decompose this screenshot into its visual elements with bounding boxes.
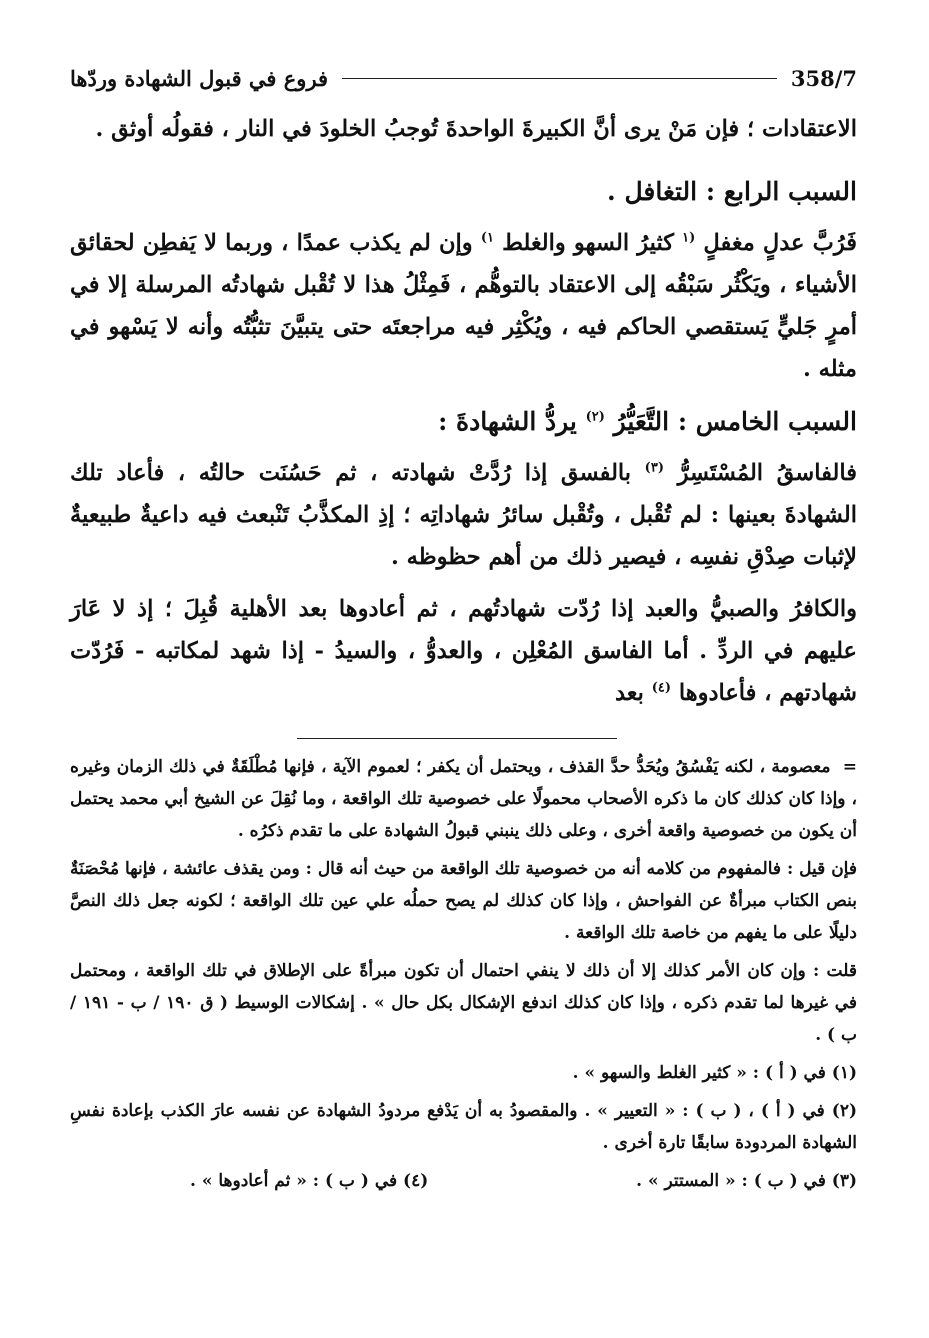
footnote-separator	[297, 738, 617, 739]
paragraph-1: الاعتقادات ؛ فإن مَنْ يرى أنَّ الكبيرةَ الواحدةَ تُوجبُ الخلودَ في النار ، فقولُه أوثق .	[95, 116, 857, 142]
footnote-continuation-1	[70, 751, 857, 847]
footnote-ref-1-close: ١)	[480, 230, 494, 246]
paragraph-4-part-b: بعد	[614, 680, 644, 706]
heading-reason-5	[70, 398, 857, 446]
footnote-ref-3: (٣)	[644, 460, 664, 476]
footnote-1: (١) في ( أ ) : « كثير الغلط والسهو » .	[572, 1063, 857, 1083]
header-rule	[342, 78, 777, 79]
footnote-2: (٢) في ( أ ) ، ( ب ) : « التعيير » . والمقصودُ به أن يَدْفع مردودُ الشهادة عن نفسه عارَ الكذب بإعادة نفسِ الشهادة المردودة سابقًا تارة أخرى .	[70, 1101, 857, 1153]
footnote-ref-1: (١	[682, 230, 696, 246]
heading-reason-4: السبب الرابع : التغافل .	[607, 177, 857, 206]
footnote-continuation-2: فإن قيل : فالمفهوم من كلامه أنه من خصوصية تلك الواقعة من حيث أنه قال : ومن يقذف عائشة ، فإنها مُحْصَنَةٌ بنص الكتاب مبرأةٌ عن الفواحش ، وإذا كان كذلك لم يصح حملُه علي عين تلك الواقعة ؛ لكونه جعل ذلك النصَّ دليلًا على ما يفهم من خاصة تلك الواقعة .	[70, 859, 857, 943]
footnotes	[70, 751, 857, 1197]
page-number: 358/7	[790, 65, 857, 91]
footnote-4: (٤) في ( ب ) : « ثم أعادوها » .	[190, 1171, 429, 1191]
footnote-continuation-1-text: معصومة ، لكنه يَفْسُقُ ويُحَدُّ حدَّ القذف ، ويحتمل أن يكفر ؛ لعموم الآية ، فإنها مُطْلَقَةٌ في ذلك الزمان وغيره ، وإذا كان كذلك كان ما ذكره الأصحاب محمولًا على خصوصية تلك الواقعة ، وما نُقِلَ عن الشيخ أبي محمد يحتمل أن يكون من خصوصية واقعة أخرى ، وعلى ذلك ينبني قبولُ الشهادة على ما تقدم ذكرُه .	[70, 757, 857, 841]
running-header	[70, 58, 857, 98]
main-text	[70, 108, 857, 714]
paragraph-3	[70, 452, 857, 578]
running-title: فروع في قبول الشهادة وردّها	[70, 65, 329, 91]
paragraph-3-part-b: بالفسق إذا رُدَّتْ شهادته ، ثم حَسُنَت حالتُه ، فأعاد تلك الشهادةَ بعينها : لم تُقْبل ، وتُقْبل سائرُ شهاداتِه ؛ إذِ المكذَّبُ تَنْبعث فيه داعيةٌ طبيعيةٌ لإثبات صِدْقِ نفسِه ، فيصير ذلك من أهم حظوظه .	[70, 460, 857, 570]
paragraph-2-part-c: وإن لم يكذب عمدًا ، وربما لا يَفطِن لحقائق الأشياء ، ويَكْثُر سَبْقُه إلى الاعتقاد بالتوهُّم ، فَمِثْلُ هذا لا تُقْبل شهادتُه المرسلة إلا في أمرٍ جَليٍّ يَستقصي الحاكم فيه ، ويُكْثِر فيه مراجعتَه حتى يتبيَّنَ تثبُّتُه وأنه لا يَسْهو في مثله .	[70, 230, 857, 382]
continuation-mark: =	[842, 757, 858, 777]
paragraph-2-part-b: كثيرُ السهو والغلط	[502, 230, 674, 256]
paragraph-4-part-a: والكافرُ والصبيُّ والعبد إذا رُدّت شهادتُهم ، ثم أعادوها بعد الأهلية قُبِلَ ؛ إذ لا عَارَ عليهم في الردِّ . أما الفاسق المُعْلِن ، والعدوُّ ، والسيدُ - إذا شهد لمكاتبه - فَرُدّت شهادتهم ، فأعادوها	[70, 596, 857, 706]
heading-reason-5-part-a: السبب الخامس : التَّعَيُّرُ	[613, 407, 857, 436]
paragraph-2	[70, 222, 857, 390]
footnote-ref-2: (٢)	[585, 409, 605, 425]
heading-reason-5-part-b: يردُّ الشهادةَ :	[438, 407, 577, 436]
paragraph-4	[70, 588, 857, 714]
footnote-row-3-4	[70, 1165, 857, 1197]
footnote-ref-4: (٤)	[651, 680, 672, 696]
footnote-continuation-3: قلت : وإن كان الأمر كذلك إلا أن ذلك لا ينفي احتمال أن تكون مبرأةً على الإطلاق في تلك الواقعة ، ومحتمل في غيرها لما تقدم ذكره ، وإذا كان كذلك اندفع الإشكال بكل حال » . إشكالات الوسيط ( ق ١٩٠ / ب - ١٩١ / ب ) .	[70, 961, 857, 1045]
paragraph-3-part-a: فالفاسقُ المُسْتَسِرُّ	[677, 460, 857, 486]
paragraph-2-part-a: فَرُبَّ عدلٍ مغفلٍ	[703, 230, 857, 256]
footnote-3: (٣) في ( ب ) : « المستتر » .	[636, 1171, 857, 1191]
